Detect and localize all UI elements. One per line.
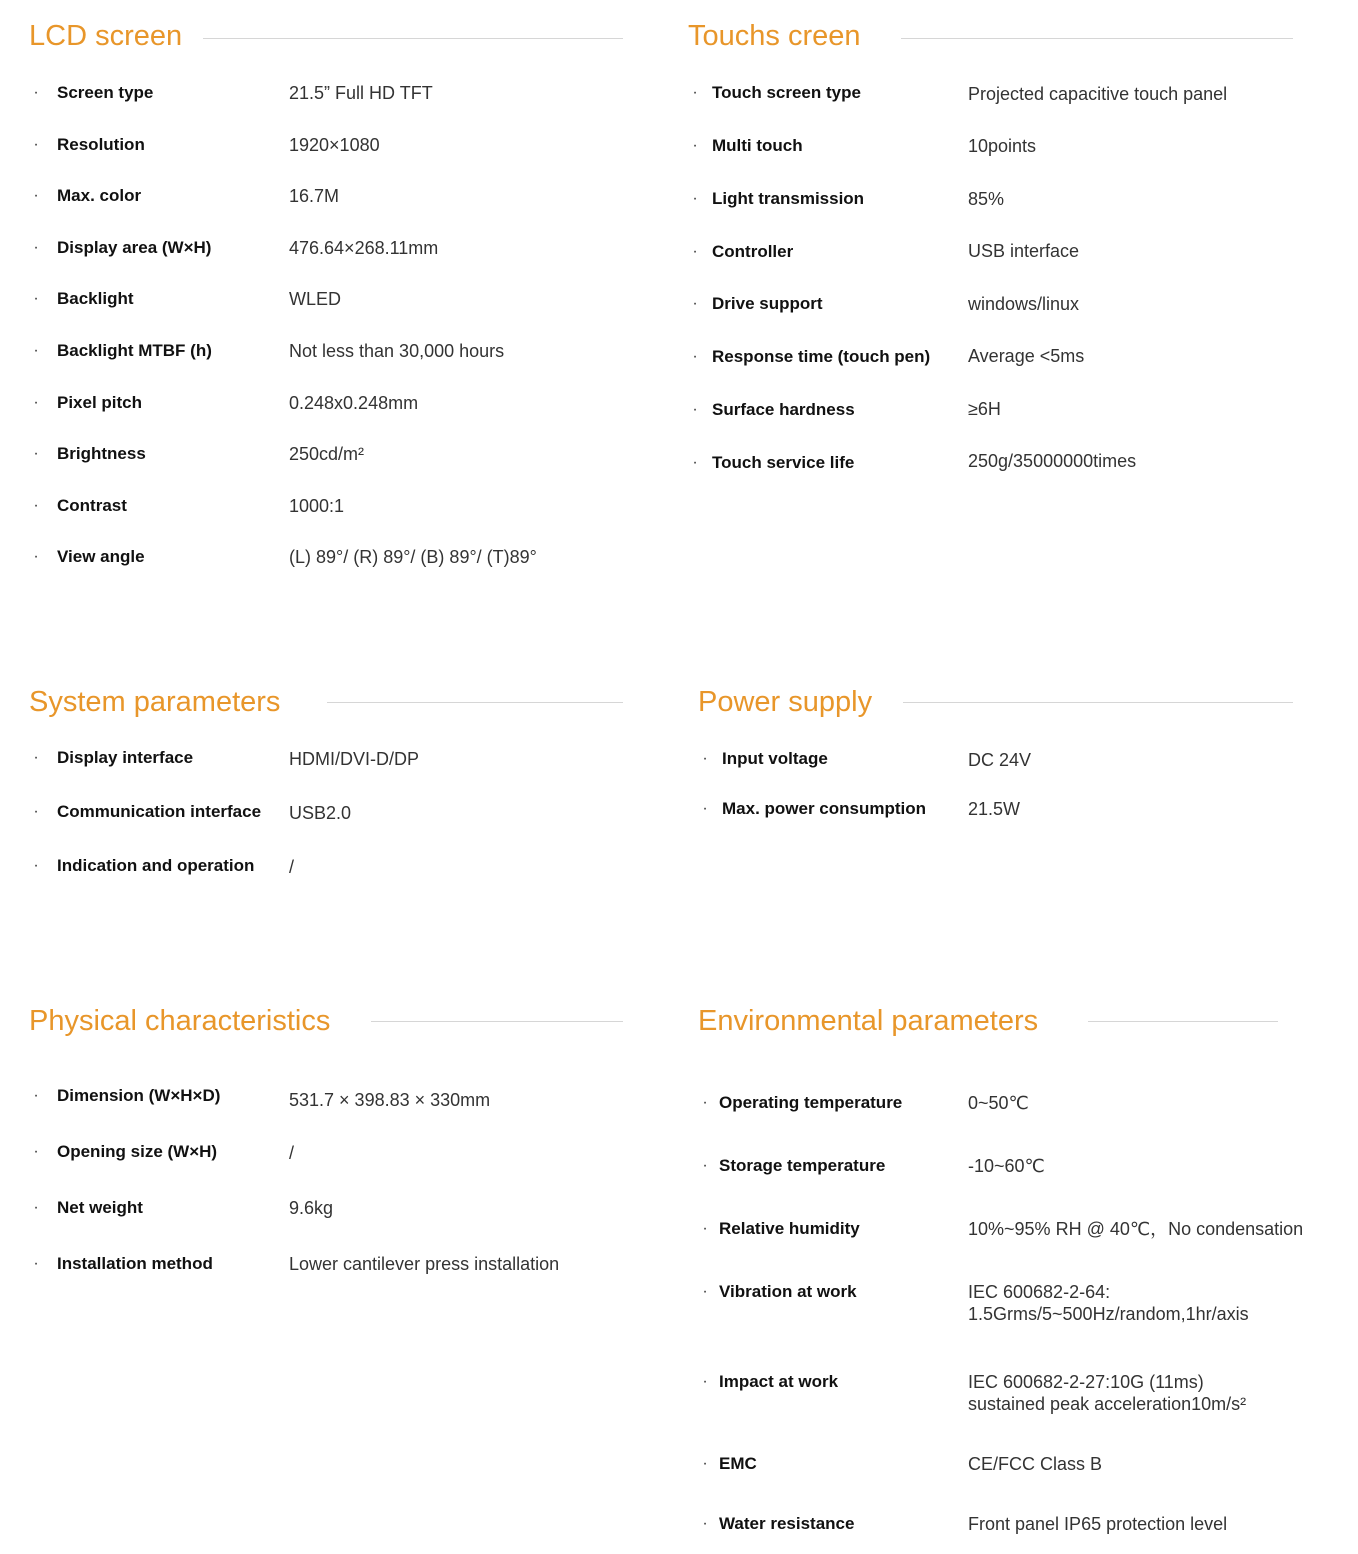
spec-row xyxy=(698,1218,860,1240)
bullet: · xyxy=(692,401,698,418)
spec-value: 531.7 × 398.83 × 330mm xyxy=(289,1090,491,1110)
spec-row xyxy=(29,546,145,568)
bullet: · xyxy=(33,1087,39,1104)
spec-value: (L) 89°/ (R) 89°/ (B) 89°/ (T)89° xyxy=(289,547,537,567)
spec-label: Resolution xyxy=(57,135,145,154)
section-divider xyxy=(903,702,1293,703)
spec-label: Touch screen type xyxy=(712,83,861,102)
bullet: · xyxy=(702,1373,708,1390)
spec-label: Pixel pitch xyxy=(57,393,143,412)
spec-label: Operating temperature xyxy=(719,1093,903,1112)
spec-row xyxy=(29,1197,143,1219)
spec-value: HDMI/DVI-D/DP xyxy=(289,749,419,769)
spec-row xyxy=(29,495,127,517)
bullet: · xyxy=(702,1515,708,1532)
spec-label: Brightness xyxy=(57,444,146,463)
bullet: · xyxy=(702,1283,708,1300)
spec-value: 10%~95% RH @ 40℃，No condensation xyxy=(968,1219,1304,1239)
spec-row xyxy=(688,82,861,104)
spec-row xyxy=(29,340,212,362)
spec-row xyxy=(698,748,828,770)
system-section xyxy=(29,682,629,892)
bullet: · xyxy=(33,342,39,359)
spec-row xyxy=(29,392,142,414)
spec-row xyxy=(698,1371,838,1393)
spec-row xyxy=(29,134,145,156)
spec-value: IEC 600682-2-64: xyxy=(968,1282,1111,1302)
spec-row xyxy=(29,747,193,769)
spec-label: Multi touch xyxy=(712,136,803,155)
spec-value: 10points xyxy=(968,136,1037,156)
spec-row xyxy=(688,293,823,315)
spec-row xyxy=(698,1513,854,1535)
spec-label: Backlight xyxy=(57,289,134,308)
spec-value: IEC 600682-2-27:10G (11ms) xyxy=(968,1372,1204,1392)
environment-section-title: Environmental parameters xyxy=(698,1005,1039,1037)
bullet: · xyxy=(33,1199,39,1216)
spec-row xyxy=(29,288,134,310)
section-divider xyxy=(203,38,623,39)
spec-label: Touch service life xyxy=(712,453,855,472)
bullet: · xyxy=(33,1255,39,1272)
spec-row xyxy=(688,135,803,157)
spec-label: Impact at work xyxy=(719,1372,839,1391)
spec-value: 476.64×268.11mm xyxy=(289,238,439,258)
spec-value: -10~60℃ xyxy=(968,1156,1045,1176)
spec-row xyxy=(29,1141,217,1163)
spec-value: USB interface xyxy=(968,241,1080,261)
spec-value-line2: sustained peak acceleration10m/s² xyxy=(968,1394,1247,1414)
spec-row xyxy=(698,798,926,820)
spec-label: Screen type xyxy=(57,83,154,102)
spec-value: USB2.0 xyxy=(289,803,352,823)
spec-value: 9.6kg xyxy=(289,1198,334,1218)
spec-label: Drive support xyxy=(712,294,823,313)
spec-row xyxy=(29,237,211,259)
spec-value: 85% xyxy=(968,189,1005,209)
spec-value: Projected capacitive touch panel xyxy=(968,84,1228,104)
spec-label: Light transmission xyxy=(712,189,865,208)
spec-value-line2: 1.5Grms/5~500Hz/random,1hr/axis xyxy=(968,1304,1249,1324)
bullet: · xyxy=(702,750,708,767)
spec-label: Display interface xyxy=(57,748,194,767)
spec-row xyxy=(698,1453,757,1475)
spec-row xyxy=(688,399,855,421)
bullet: · xyxy=(692,190,698,207)
spec-value: 0.248x0.248mm xyxy=(289,393,419,413)
power-section-title: Power supply xyxy=(698,686,873,718)
spec-label: Surface hardness xyxy=(712,400,855,419)
bullet: · xyxy=(692,243,698,260)
spec-value: / xyxy=(289,857,295,877)
bullet: · xyxy=(33,749,39,766)
bullet: · xyxy=(33,857,39,874)
spec-label: Opening size (W×H) xyxy=(57,1142,218,1161)
power-section xyxy=(698,682,1348,842)
spec-value: / xyxy=(289,1143,295,1163)
bullet: · xyxy=(33,239,39,256)
spec-row xyxy=(688,241,793,263)
bullet: · xyxy=(33,1143,39,1160)
spec-value: Average <5ms xyxy=(968,346,1085,366)
bullet: · xyxy=(702,1455,708,1472)
spec-row xyxy=(698,1281,857,1303)
spec-value: Not less than 30,000 hours xyxy=(289,341,505,361)
spec-label: Water resistance xyxy=(719,1514,855,1533)
section-divider xyxy=(327,702,623,703)
spec-value: windows/linux xyxy=(968,294,1080,314)
spec-value: 1000:1 xyxy=(289,496,345,516)
spec-value: 250g/35000000times xyxy=(968,451,1137,471)
spec-row xyxy=(29,443,146,465)
system-section-title: System parameters xyxy=(29,686,281,718)
environment-section xyxy=(698,1001,1348,1546)
spec-row xyxy=(698,1155,885,1177)
spec-label: Net weight xyxy=(57,1198,143,1217)
spec-value: 250cd/m² xyxy=(289,444,365,464)
spec-row xyxy=(688,452,854,474)
spec-row xyxy=(688,188,864,210)
spec-value: ≥6H xyxy=(968,399,1001,419)
spec-row xyxy=(29,1253,213,1275)
bullet: · xyxy=(692,454,698,471)
bullet: · xyxy=(33,803,39,820)
spec-label: Installation method xyxy=(57,1254,213,1273)
physical-section-title: Physical characteristics xyxy=(29,1005,331,1037)
touch-section-title: Touchs creen xyxy=(688,20,861,52)
spec-row xyxy=(29,855,254,877)
spec-label: Indication and operation xyxy=(57,856,255,875)
spec-label: Relative humidity xyxy=(719,1219,860,1238)
bullet: · xyxy=(692,295,698,312)
spec-label: Communication interface xyxy=(57,802,262,821)
spec-label: Storage temperature xyxy=(719,1156,886,1175)
spec-label: Controller xyxy=(712,242,794,261)
spec-value: 1920×1080 xyxy=(289,135,380,155)
bullet: · xyxy=(702,1094,708,1111)
bullet: · xyxy=(702,800,708,817)
spec-row xyxy=(698,1092,902,1114)
touch-section xyxy=(688,16,1348,496)
spec-row xyxy=(29,801,261,823)
spec-label: Backlight MTBF (h) xyxy=(57,341,212,360)
spec-value: Lower cantilever press installation xyxy=(289,1254,560,1274)
spec-label: Vibration at work xyxy=(719,1282,857,1301)
lcd-section xyxy=(29,16,629,596)
spec-value: 0~50℃ xyxy=(968,1093,1029,1113)
bullet: · xyxy=(692,137,698,154)
spec-row xyxy=(29,185,141,207)
spec-value: Front panel IP65 protection level xyxy=(968,1514,1228,1534)
bullet: · xyxy=(33,187,39,204)
spec-label: Display area (W×H) xyxy=(57,238,212,257)
physical-section xyxy=(29,1001,629,1301)
spec-value: 16.7M xyxy=(289,186,340,206)
spec-label: Dimension (W×H×D) xyxy=(57,1086,221,1105)
spec-label: Contrast xyxy=(57,496,127,515)
spec-value: 21.5” Full HD TFT xyxy=(289,83,433,103)
bullet: · xyxy=(33,84,39,101)
section-divider xyxy=(371,1021,623,1022)
spec-label: Max. power consumption xyxy=(722,799,927,818)
bullet: · xyxy=(33,497,39,514)
bullet: · xyxy=(692,84,698,101)
spec-row xyxy=(29,1085,220,1107)
section-divider xyxy=(1088,1021,1278,1022)
bullet: · xyxy=(33,136,39,153)
spec-row xyxy=(688,346,930,368)
bullet: · xyxy=(33,548,39,565)
section-divider xyxy=(901,38,1293,39)
bullet: · xyxy=(33,290,39,307)
lcd-section-title: LCD screen xyxy=(29,20,183,52)
spec-label: Max. color xyxy=(57,186,142,205)
spec-label: Input voltage xyxy=(722,749,828,768)
bullet: · xyxy=(692,348,698,365)
spec-value: CE/FCC Class B xyxy=(968,1454,1103,1474)
spec-value: WLED xyxy=(289,289,342,309)
spec-row xyxy=(29,82,153,104)
spec-value: DC 24V xyxy=(968,750,1032,770)
bullet: · xyxy=(702,1220,708,1237)
spec-value: 21.5W xyxy=(968,799,1021,819)
bullet: · xyxy=(33,445,39,462)
bullet: · xyxy=(33,394,39,411)
spec-label: Response time (touch pen) xyxy=(712,347,931,366)
bullet: · xyxy=(702,1157,708,1174)
spec-label: View angle xyxy=(57,547,145,566)
spec-label: EMC xyxy=(719,1454,757,1473)
